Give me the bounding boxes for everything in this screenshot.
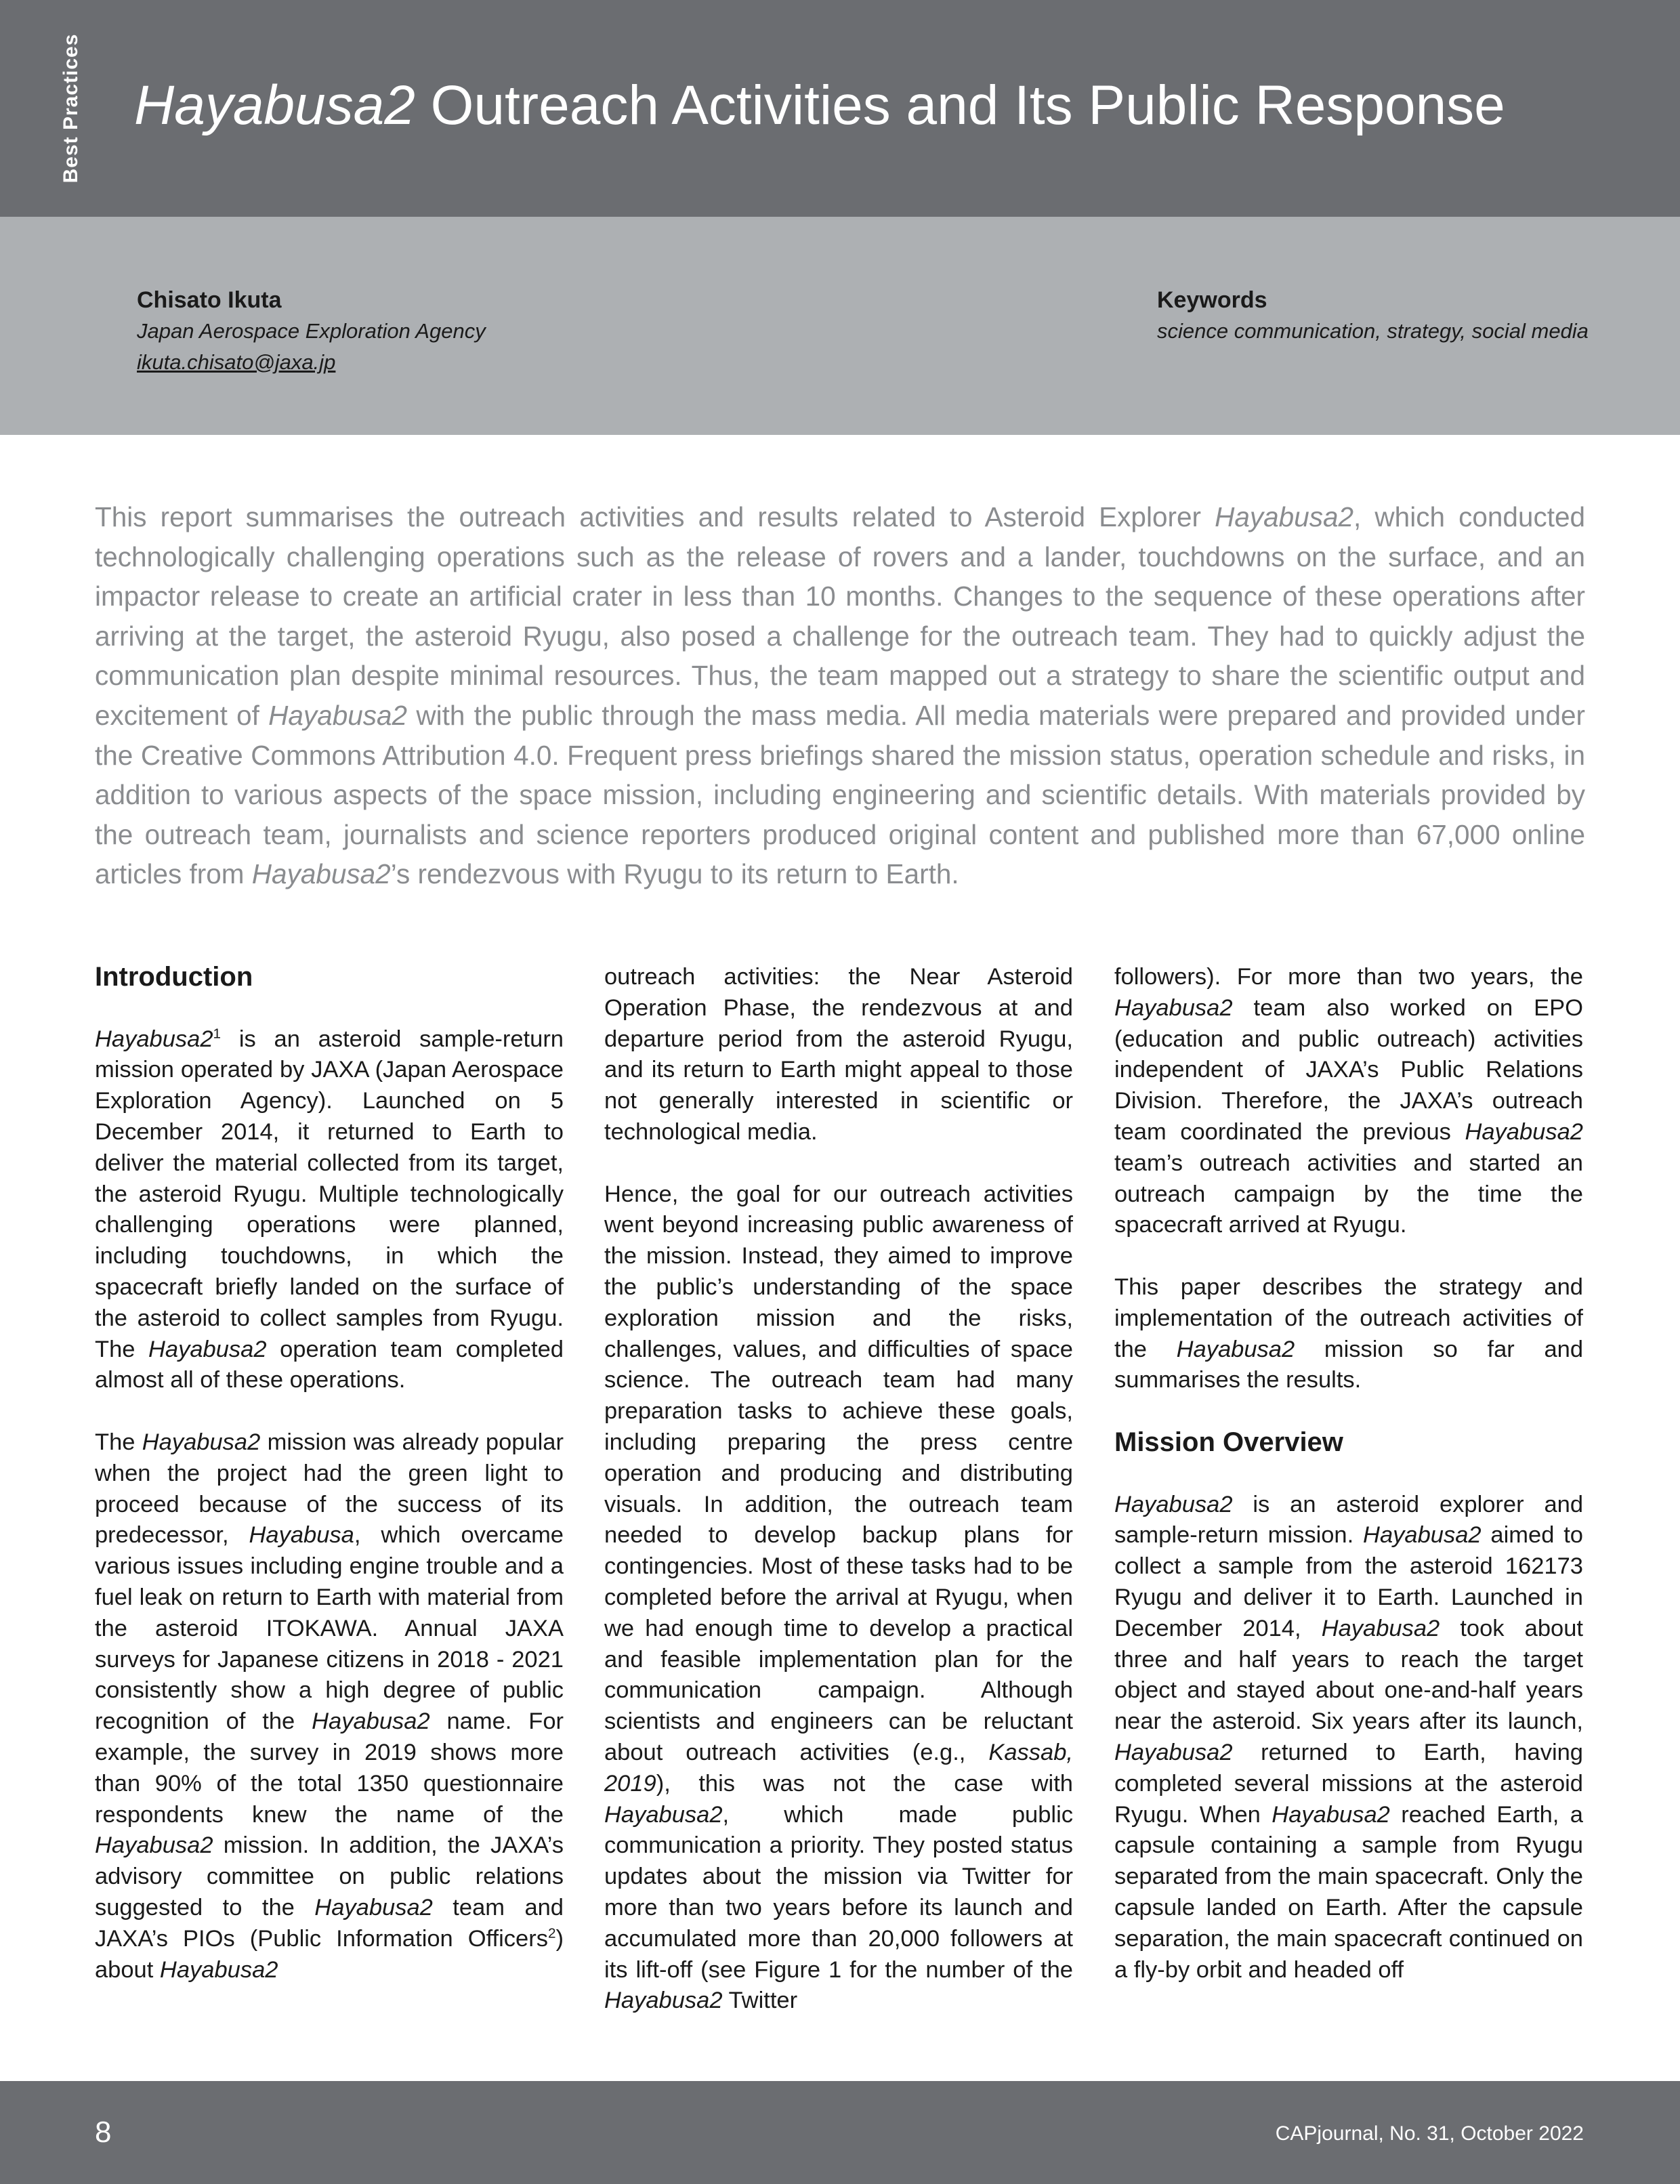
body-text: team’s outreach activities and started an outreach campaign by the time the spacecraft arrived at Ryugu. xyxy=(1114,1150,1583,1238)
title-italic: Hayabusa2 xyxy=(134,75,415,136)
title-band xyxy=(0,0,1680,217)
italic-text: Hayabusa2 xyxy=(314,1894,433,1920)
body-text: mission. In addition, the JAXA’s advisory committee on public relations suggested to the xyxy=(95,1832,564,1920)
abstract-text: , which conducted technologically challenging operations such as the release of rovers and a lander, touchdowns on the surface, and an impactor release to create an artificial crater in less than 10 months. Changes to the sequence of these operations after arriving at the target, the asteroid Ryugu, also posed a challenge for the outreach team. They had to quickly adjust the communication plan despite minimal resources. Thus, the team mapped out a strategy to share the scientific output and excitement of xyxy=(95,501,1586,731)
abstract-text: ’s rendezvous with Ryugu to its return to Earth. xyxy=(390,858,959,890)
italic-text: Hayabusa2 xyxy=(1363,1522,1482,1549)
abstract-italic: Hayabusa2 xyxy=(1215,501,1354,532)
italic-text: Hayabusa2 xyxy=(1114,1739,1233,1765)
italic-text: Hayabusa2 xyxy=(148,1336,267,1362)
abstract-text: with the public through the mass media. All media materials were prepared and provided under the Creative Commons Attribution 4.0. Frequent press briefings shared the mission status, operation schedule and risks, in addition to various aspects of the space mission, including engineering and scientific details. With materials provided by the outreach team, journalists and science reporters produced original content and published more than 67,000 online articles from xyxy=(95,699,1585,890)
body-text: team also worked on EPO (education and public outreach) activities independent of JAXA’s Public Relations Division. Therefore, the JAXA’s outreach team coordinated the previous xyxy=(1114,994,1583,1145)
italic-text: Hayabusa2 xyxy=(1272,1801,1390,1828)
body-text: mission was already popular when the project had the green light to proceed because of the success of its predecessor, xyxy=(95,1429,564,1549)
body-text: is an asteroid explorer and sample-return mission. xyxy=(1114,1491,1583,1549)
citation: Kassab, 2019 xyxy=(604,1739,1073,1797)
author-name: Chisato Ikuta xyxy=(137,287,282,313)
italic-text: Hayabusa2 xyxy=(1114,1491,1233,1517)
abstract-italic: Hayabusa2 xyxy=(251,858,391,890)
body-text: reached Earth, a capsule containing a sample from Ryugu separated from the main spacecraft. Only the capsule landed on Earth. After the capsule separation, the main spacecraft continued on a fly-by orbit and headed off xyxy=(1114,1801,1583,1983)
title-rest: Outreach Activities and Its Public Response xyxy=(415,75,1505,136)
italic-text: Hayabusa2 xyxy=(95,1026,213,1052)
article-title xyxy=(134,73,1505,138)
body-text: This paper describes the strategy and implementation of the outreach activities of the xyxy=(1114,1274,1583,1362)
author-block xyxy=(137,285,486,378)
body-text: operation team completed almost all of these operations. xyxy=(95,1336,564,1393)
page-footer xyxy=(0,2081,1680,2184)
italic-text: Hayabusa2 xyxy=(312,1708,430,1735)
paragraph xyxy=(1114,962,1583,1241)
paragraph xyxy=(95,1427,564,1986)
italic-text: Hayabusa2 xyxy=(604,1988,723,2014)
paragraph: outreach activities: the Near Asteroid Operation Phase, the rendezvous at and departure period from the asteroid Ryugu, and its return to Earth might appeal to those not generally interested in scientific or technological media. xyxy=(604,964,1073,1145)
paragraph xyxy=(604,1179,1073,2017)
italic-text: Hayabusa2 xyxy=(1321,1615,1440,1641)
body-text: mission so far and summarises the results. xyxy=(1114,1336,1584,1393)
body-text: , which made public communication a priority. They posted status updates about the mission via Twitter for more than two years before its launch and accumulated more than 20,000 followers at its lift-off (see Figure 1 for the number of the xyxy=(604,1801,1073,1983)
body-text: team and JAXA’s PIOs (Public Information Officers xyxy=(95,1894,564,1952)
body-text: Hence, the goal for our outreach activities went beyond increasing public awareness of the mission. Instead, they aimed to improve the public’s understanding of the space exploration mission and the risks, challenges, values, and difficulties of space science. The outreach team had many preparation tasks to achieve these goals, including preparing the press centre operation and producing and distributing visuals. In addition, the outreach team needed to develop backup plans for contingencies. Most of these tasks had to be completed before the arrival at Ryugu, when we had enough time to develop a practical and feasible implementation plan for the communication campaign. Although scientists and engineers can be reluctant about outreach activities (e.g., xyxy=(604,1181,1073,1765)
abstract-italic: Hayabusa2 xyxy=(268,699,408,731)
italic-text: Hayabusa2 xyxy=(142,1429,261,1455)
body-text: is an asteroid sample-return mission operated by JAXA (Japan Aerospace Exploration Agency). Launched on 5 December 2014, it returned to Earth to deliver the material collected from its target, the asteroid Ryugu. Multiple technologically challenging operations were planned, including touchdowns, in which the spacecraft briefly landed on the surface of the asteroid to collect samples from Ryugu. The xyxy=(95,1026,564,1362)
body-text: returned to Earth, having completed several missions at the asteroid Ryugu. When xyxy=(1114,1739,1583,1828)
paragraph xyxy=(1114,1490,1583,1986)
body-text: ) about xyxy=(95,1925,564,1983)
column-3 xyxy=(1114,962,1583,2017)
section-tag: Best Practices xyxy=(60,33,82,184)
section-heading-introduction: Introduction xyxy=(95,962,253,992)
paragraph xyxy=(95,1024,564,1397)
author-email-link[interactable]: ikuta.chisato@jaxa.jp xyxy=(137,350,336,374)
journal-citation: CAPjournal, No. 31, October 2022 xyxy=(1275,2122,1584,2145)
italic-text: Hayabusa2 xyxy=(1465,1118,1583,1145)
paragraph xyxy=(1114,1272,1583,1396)
section-heading-mission-overview: Mission Overview xyxy=(1114,1427,1343,1457)
page-number: 8 xyxy=(95,2116,112,2149)
abstract-text: This report summarises the outreach activities and results related to Asteroid Explorer xyxy=(95,501,1215,532)
abstract xyxy=(95,497,1585,894)
keywords-text: science communication, strategy, social media xyxy=(1157,319,1589,343)
body-text: The xyxy=(95,1429,142,1455)
body-text: ), this was not the case with xyxy=(656,1770,1073,1797)
italic-text: Hayabusa2 xyxy=(604,1801,723,1828)
keywords-block xyxy=(1157,285,1591,347)
author-affiliation: Japan Aerospace Exploration Agency xyxy=(137,319,486,343)
author-band xyxy=(0,217,1680,435)
italic-text: Hayabusa xyxy=(249,1522,354,1549)
body-text: Twitter xyxy=(722,1988,798,2014)
italic-text: Hayabusa2 xyxy=(1114,994,1233,1021)
column-2 xyxy=(604,962,1073,2048)
italic-text: Hayabusa2 xyxy=(95,1832,213,1859)
footnote-ref: 2 xyxy=(547,1925,556,1941)
italic-text: Hayabusa2 xyxy=(159,1956,278,1983)
body-text: aimed to collect a sample from the asteroid 162173 Ryugu and deliver it to Earth. Launched in December 2014, xyxy=(1114,1522,1583,1641)
column-1 xyxy=(95,962,564,2017)
body-text: took about three and half years to reach the target object and stayed about one-and-half years near the asteroid. Six years after its launch, xyxy=(1114,1615,1583,1735)
body-text: name. For example, the survey in 2019 shows more than 90% of the total 1350 questionnaire respondents knew the name of the xyxy=(95,1708,564,1828)
footnote-ref: 1 xyxy=(213,1026,222,1042)
body-text: , which overcame various issues including engine trouble and a fuel leak on return to Earth with material from the asteroid ITOKAWA. Annual JAXA surveys for Japanese citizens in 2018 - 2021 consistently show a high degree of public recognition of the xyxy=(95,1522,564,1735)
body-text: followers). For more than two years, the xyxy=(1114,964,1583,990)
italic-text: Hayabusa2 xyxy=(1176,1336,1295,1362)
keywords-heading: Keywords xyxy=(1157,287,1267,313)
